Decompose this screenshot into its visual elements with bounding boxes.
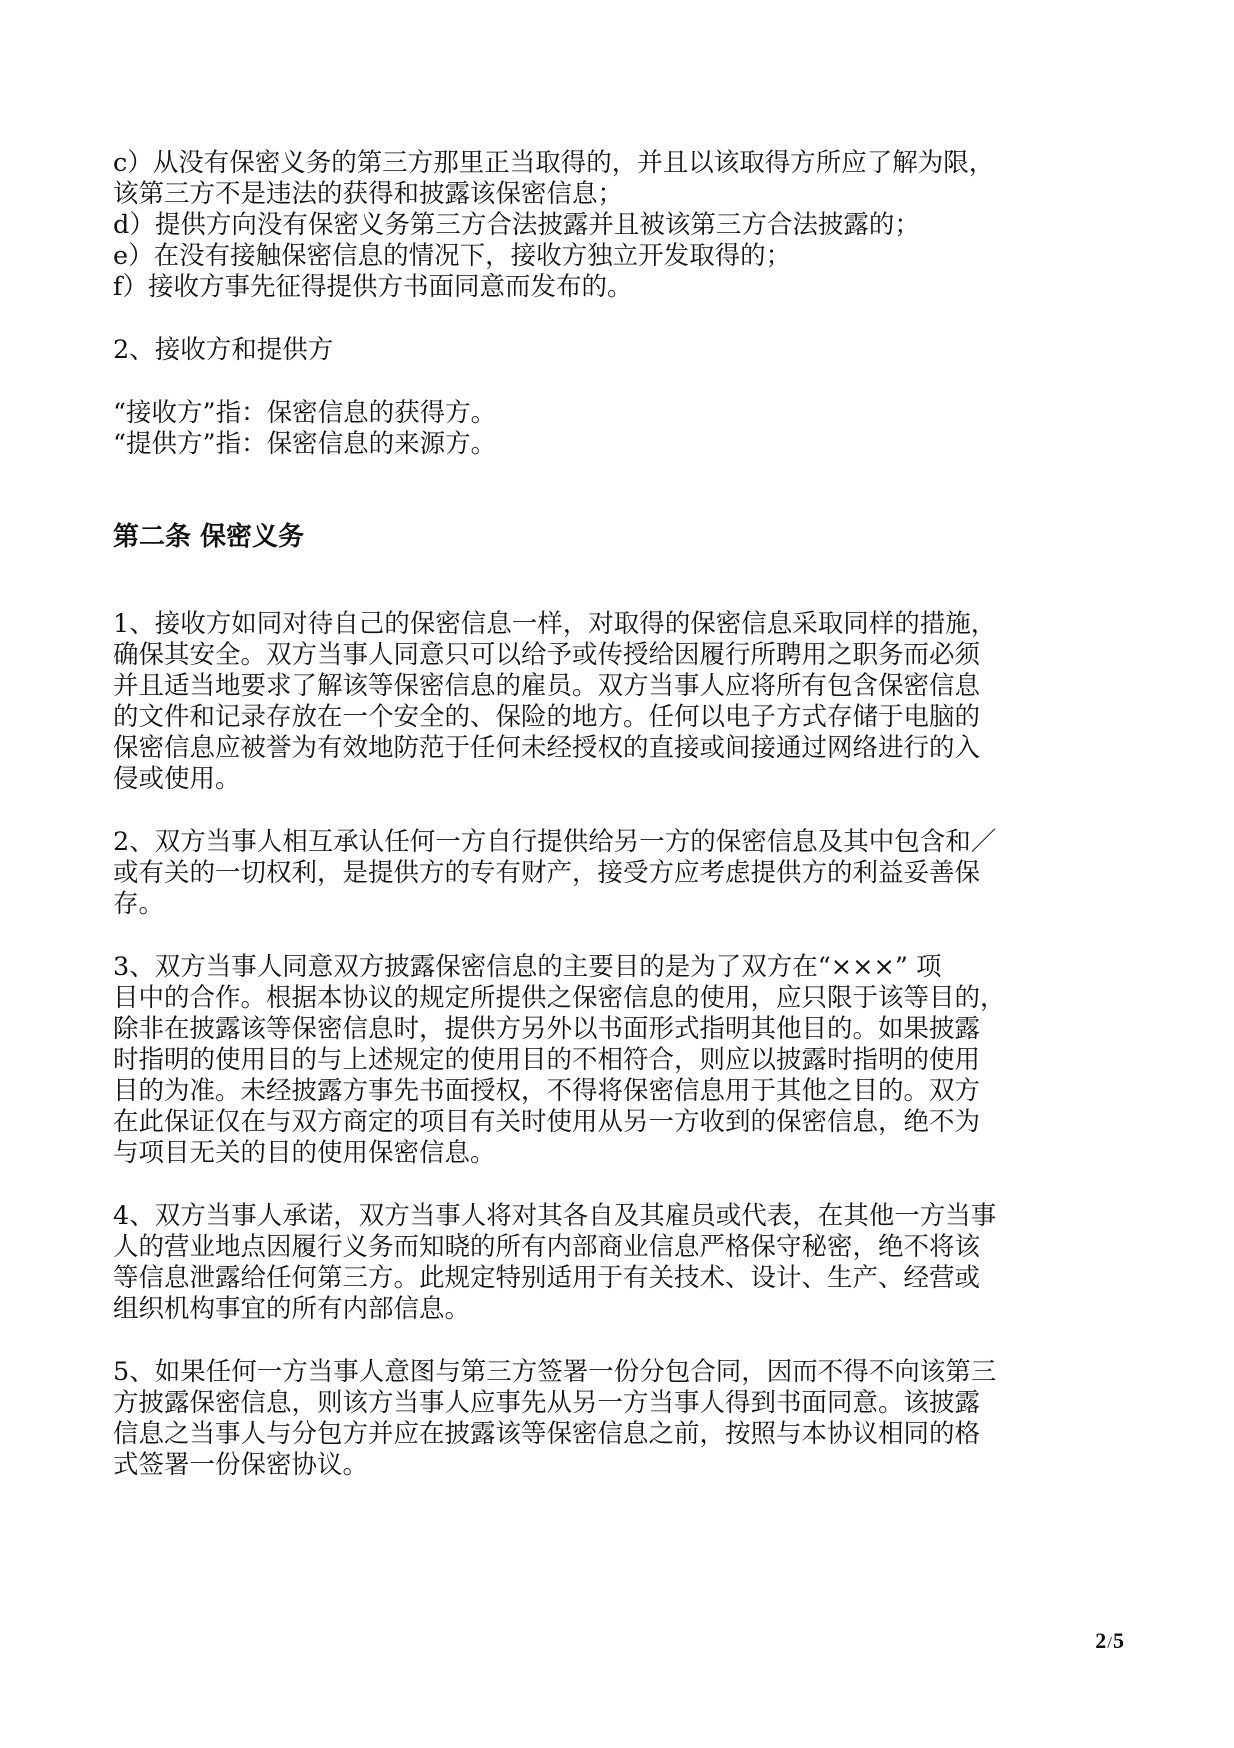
paragraph-line: 5、如果任何一方当事人意图与第三方签署一份分包合同，因而不得不向该第三 <box>113 1357 997 1387</box>
paragraph-line: 或有关的一切权利，是提供方的专有财产，接受方应考虑提供方的利益妥善保 <box>113 858 981 888</box>
paragraph-line: 目中的合作。根据本协议的规定所提供之保密信息的使用，应只限于该等目的， <box>113 983 1006 1013</box>
paragraph-line: 确保其安全。双方当事人同意只可以给予或传授给因履行所聘用之职务而必须 <box>113 640 981 670</box>
paragraph-line: 时指明的使用目的与上述规定的使用目的不相符合，则应以披露时指明的使用 <box>113 1045 981 1075</box>
paragraph-5 <box>113 1357 1125 1481</box>
list-items <box>113 148 1125 303</box>
article-heading: 第二条 保密义务 <box>113 522 305 552</box>
paragraph-line: 目的为准。未经披露方事先书面授权，不得将保密信息用于其他之目的。双方 <box>113 1076 981 1106</box>
list-item-d: d）提供方向没有保密义务第三方合法披露并且被该第三方合法披露的； <box>113 210 920 240</box>
paragraph-line: 式签署一份保密协议。 <box>113 1450 369 1480</box>
paragraph-line: 等信息泄露给任何第三方。此规定特别适用于有关技术、设计、生产、经营或 <box>113 1263 981 1293</box>
paragraph-4 <box>113 1201 1125 1325</box>
page-separator: / <box>1107 1633 1112 1652</box>
definition-receiver: “接收方”指：保密信息的获得方。 <box>113 398 497 428</box>
paragraph-line: 保密信息应被誉为有效地防范于任何未经授权的直接或间接通过网络进行的入 <box>113 733 981 763</box>
paragraph-line: 并且适当地要求了解该等保密信息的雇员。双方当事人应将所有包含保密信息 <box>113 671 981 701</box>
paragraph-line: 3、双方当事人同意双方披露保密信息的主要目的是为了双方在“×××” 项 <box>113 952 942 982</box>
section-title: 2、接收方和提供方 <box>113 335 334 365</box>
total-pages: 5 <box>1113 1628 1124 1653</box>
paragraph-line: 人的营业地点因履行义务而知晓的所有内部商业信息严格保守秘密，绝不将该 <box>113 1232 981 1262</box>
list-item-c-line-1: c）从没有保密义务的第三方那里正当取得的，并且以该取得方所应了解为限， <box>113 148 995 178</box>
list-item-f: f）接收方事先征得提供方书面同意而发布的。 <box>113 272 633 302</box>
list-item-c-line-2: 该第三方不是违法的获得和披露该保密信息； <box>113 179 624 209</box>
definitions <box>113 398 1125 460</box>
paragraph-line: 方披露保密信息，则该方当事人应事先从另一方当事人得到书面同意。该披露 <box>113 1388 981 1418</box>
document-page <box>113 148 1125 1513</box>
paragraph-line: 存。 <box>113 889 165 919</box>
page-number <box>1095 1628 1124 1654</box>
paragraph-line: 组织机构事宜的所有内部信息。 <box>113 1294 471 1324</box>
paragraph-line: 1、接收方如同对待自己的保密信息一样，对取得的保密信息采取同样的措施， <box>113 609 997 639</box>
paragraph-line: 信息之当事人与分包方并应在披露该等保密信息之前，按照与本协议相同的格 <box>113 1419 981 1449</box>
list-item-e: e）在没有接触保密信息的情况下，接收方独立开发取得的； <box>113 241 792 271</box>
paragraph-line: 与项目无关的目的使用保密信息。 <box>113 1138 496 1168</box>
paragraph-1 <box>113 609 1125 795</box>
paragraph-line: 2、双方当事人相互承认任何一方自行提供给另一方的保密信息及其中包含和／ <box>113 827 997 857</box>
current-page: 2 <box>1095 1628 1107 1653</box>
paragraph-line: 侵或使用。 <box>113 764 241 794</box>
paragraph-3 <box>113 952 1125 1169</box>
paragraph-line: 除非在披露该等保密信息时，提供方另外以书面形式指明其他目的。如果披露 <box>113 1014 981 1044</box>
paragraph-line: 4、双方当事人承诺，双方当事人将对其各自及其雇员或代表，在其他一方当事 <box>113 1201 997 1231</box>
paragraph-line: 的文件和记录存放在一个安全的、保险的地方。任何以电子方式存储于电脑的 <box>113 702 981 732</box>
paragraph-line: 在此保证仅在与双方商定的项目有关时使用从另一方收到的保密信息，绝不为 <box>113 1107 981 1137</box>
definition-provider: “提供方”指：保密信息的来源方。 <box>113 429 497 459</box>
paragraph-2 <box>113 827 1125 920</box>
